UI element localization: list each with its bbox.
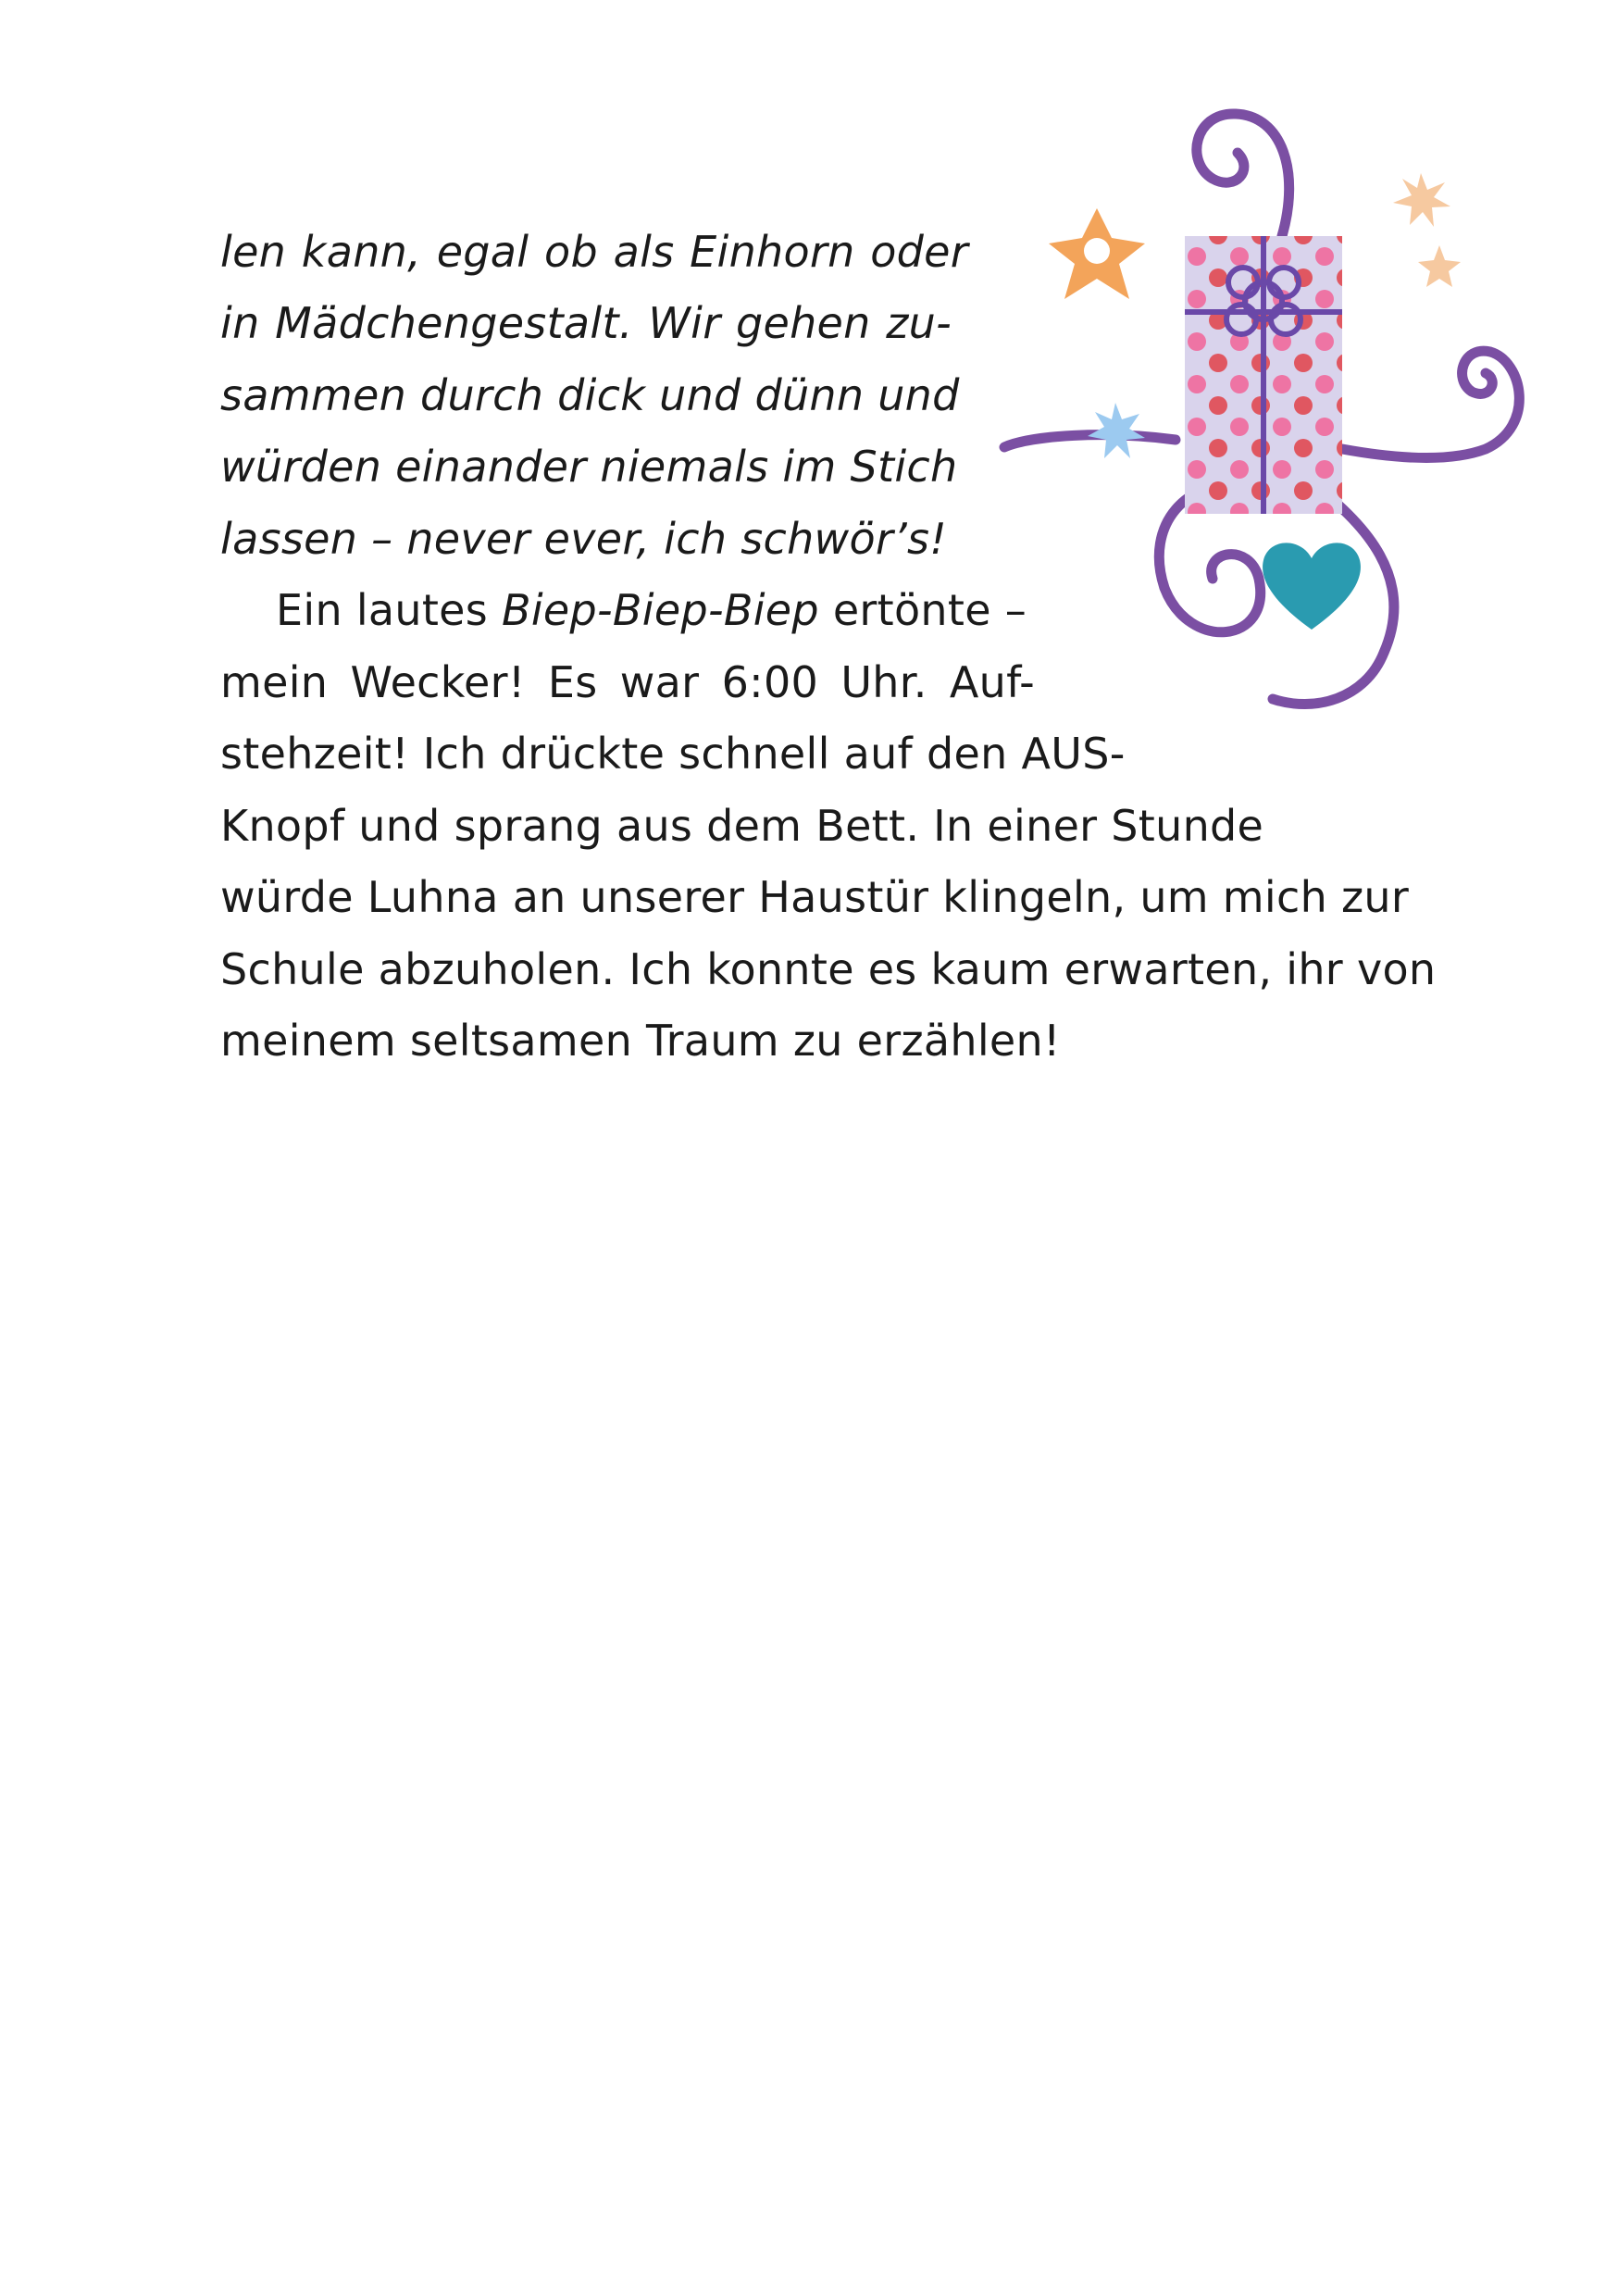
text-line: Schule abzuholen. Ich konnte es kaum erwarten, ihr von	[220, 944, 1437, 994]
text-segment: Ein lautes	[276, 585, 502, 635]
text-line: meinem seltsamen Traum zu erzählen!	[220, 1016, 1061, 1066]
star-peach-icon	[1393, 173, 1450, 227]
star-orange-icon	[1049, 208, 1145, 299]
text-line: Knopf und sprang aus dem Bett. In einer Stunde	[220, 801, 1264, 851]
text-line: sammen durch dick und dünn und	[220, 370, 960, 420]
gift-illustration	[995, 97, 1569, 764]
text-line: würden einander niemals im Stich	[220, 442, 958, 492]
text-line: stehzeit! Ich drückte schnell auf den AUS-	[220, 729, 1126, 779]
paragraph-start-line	[276, 582, 1027, 638]
star-peach-small-icon	[1418, 245, 1461, 287]
text-line: in Mädchengestalt. Wir gehen zu-	[220, 298, 952, 348]
sound-effect-text: Biep-Biep-Biep	[501, 585, 819, 635]
text-line: würde Luhna an unserer Haustür klingeln, um mich zur	[220, 872, 1410, 922]
text-segment: ertönte –	[818, 585, 1027, 635]
heart-icon	[1263, 543, 1361, 630]
text-line: lassen – never ever, ich schwör’s!	[220, 514, 948, 564]
text-line: mein Wecker! Es war 6:00 Uhr. Auf-	[220, 657, 1035, 707]
text-line: len kann, egal ob als Einhorn oder	[220, 227, 968, 277]
